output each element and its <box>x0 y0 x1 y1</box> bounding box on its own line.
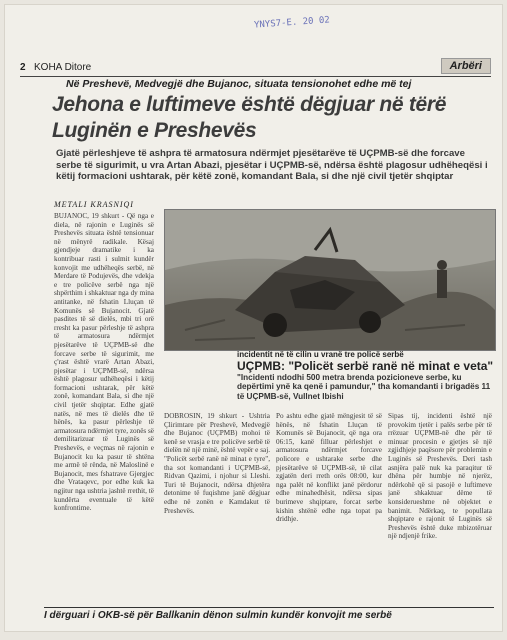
section-tag: Arbëri <box>441 58 491 74</box>
headline: Jehona e luftimeve është dëgjuar në tërë Luginën e Preshevës <box>52 93 447 142</box>
newspaper-page <box>4 4 503 632</box>
footer-headline: I dërguari i OKB-së për Ballkanin dënon sulmin kundër konvojit me serbë <box>44 607 494 621</box>
archive-stamp: YNYS7-E. 20 02 <box>253 15 331 31</box>
article-column-1: BUJANOC, 19 shkurt - Që nga e diela, në rajonin e Luginës së Preshevës situata është tensionuar në mënyrë radikale. Kësaj gjendjeje dramatike i ka kontribuar rasti i sulmit kundër konvojit me udhëheqës serbë, në Merdare të Podujevës, dhe vdekja e tre policëve serbë nga një shpërthim i shkaktuar nga dy mina antitanke, në fshatin Lluçan të Komunës së Bujanocit. Gjatë pasdites të së dielës, mbi tri orë rresht ka pasur përleshje të ashpra të armatosura ndërmjet pjesëtarëve të UÇPMB-së dhe forcave serbe të sigurimit, me ç'rast është vrarë Artan Abazi, pjesëtar i UÇPMB-së, ndërsa është plagosur udhëheqësi i këtij formacioni ushtarak, për këtë zonë, komandant Bala, si dhe një civil tjetër shqiptar. Edhe gjatë natës, në mes të dielës dhe të hënës, ka pasur përleshje të armatosura ndërmjet tyre, zonës së demilitarizuar të Luginës së Preshevës, e veçmas në rajonin e Bujanocit ku ka pasur të shtëna me armë të rënda, në Maloslinë e Bujanocit, mes fshatrave Gjergjec dhe Vrataqevc, por edhe kuk ka ngjitur nga ushtria jashtë rrethit, të kundërta eventuale të këtë konfrontime. <box>54 212 154 513</box>
article-column-2: DOBROSIN, 19 shkurt - Ushtria Çlirimtare për Preshevë, Medvegjë dhe Bujanoc (UÇPMB) mohoi të kenë se vrasja e tre policëve serbë të dielën në një minë, është vepër e saj. "Policët serbë ranë në minat e tyre", tha sot komandanti i UÇPMB-së, Ridvan Qazimi, i njohur si Lleshi. Turi të Bujanocit, ndërsa dhjetëra detonime të fuqishme janë dëgjuar edhe në zonën e Kamdakut të Preshevës. <box>164 412 270 515</box>
page-number: 2 <box>20 62 26 73</box>
wrecked-vehicle-photo <box>165 210 495 350</box>
article-column-4: Sipas tij, incidenti është një provokim tjetër i palës serbe për të rrëzuar UÇPMB-në dhe për të minuar procesin e gjetjes së një zgjidhjeje paqësore për problemin e Luginës së Preshevës. Deri tash asnjëra palë nuk ka paraqitur të dhëna për humbje në njerëz, ndërkohë që si pasojë e luftimeve janë shkaktuar dëme të konsiderueshme në objektet e banimit. Ndërkaq, te popullata shqiptare e rajonit të Luginës së Preshevës është duke mbizotëruar një ndjenjë frike. <box>388 412 492 541</box>
publication-name: KOHA Ditore <box>34 62 92 73</box>
photo-caption: incidentit në të cilin u vranë tre policë serbë <box>237 350 404 359</box>
sub-headline: UÇPMB: "Policët serbë ranë në minat e veta" <box>237 359 494 373</box>
kicker: Në Preshevë, Medvegjë dhe Bujanoc, situata tensionohet edhe më tej <box>66 78 412 90</box>
page-header <box>20 62 491 77</box>
article-column-3: Po ashtu edhe gjatë mëngjesit të së hënës, në fshatin Lluçan të Komunës së Bujanocit, që nga ora 06:15, kanë filluar përleshjet e armatosura ndërmjet forcave policore e ushtarake serbe dhe pjesëtarëve të UÇPMB-së, të cilat zgjatën deri rreth orës 08:00, kur nga palët në konflikt janë përdorur edhe minahedhësit, ndërsa sipas burimeve shqiptare, forcat serbe kishin shtënë edhe nga topat pa dridhje. <box>276 412 382 524</box>
pull-quote: "Incidenti ndodhi 500 metra brenda pozicioneve serbe, ku depërtimi ynë ka qenë i pamundur," tha komandanti i brigadës 11 të UÇPMB-së, Vullnet Ibishi <box>237 373 491 401</box>
byline: METALI KRASNIQI <box>54 200 134 209</box>
lede: Gjatë përleshjeve të ashpra të armatosura ndërmjet pjesëtarëve të UÇPMB-së dhe forcave serbe të sigurimit, u vra Artan Abazi, pjesëtar i UÇPMB-së, ndërsa është plagosur udhëheqësi i këtij formacioni ushtarak, për këtë zonë, komandant Bala, si dhe një civil tjetër shqiptar <box>56 148 488 183</box>
news-photo <box>164 209 496 351</box>
